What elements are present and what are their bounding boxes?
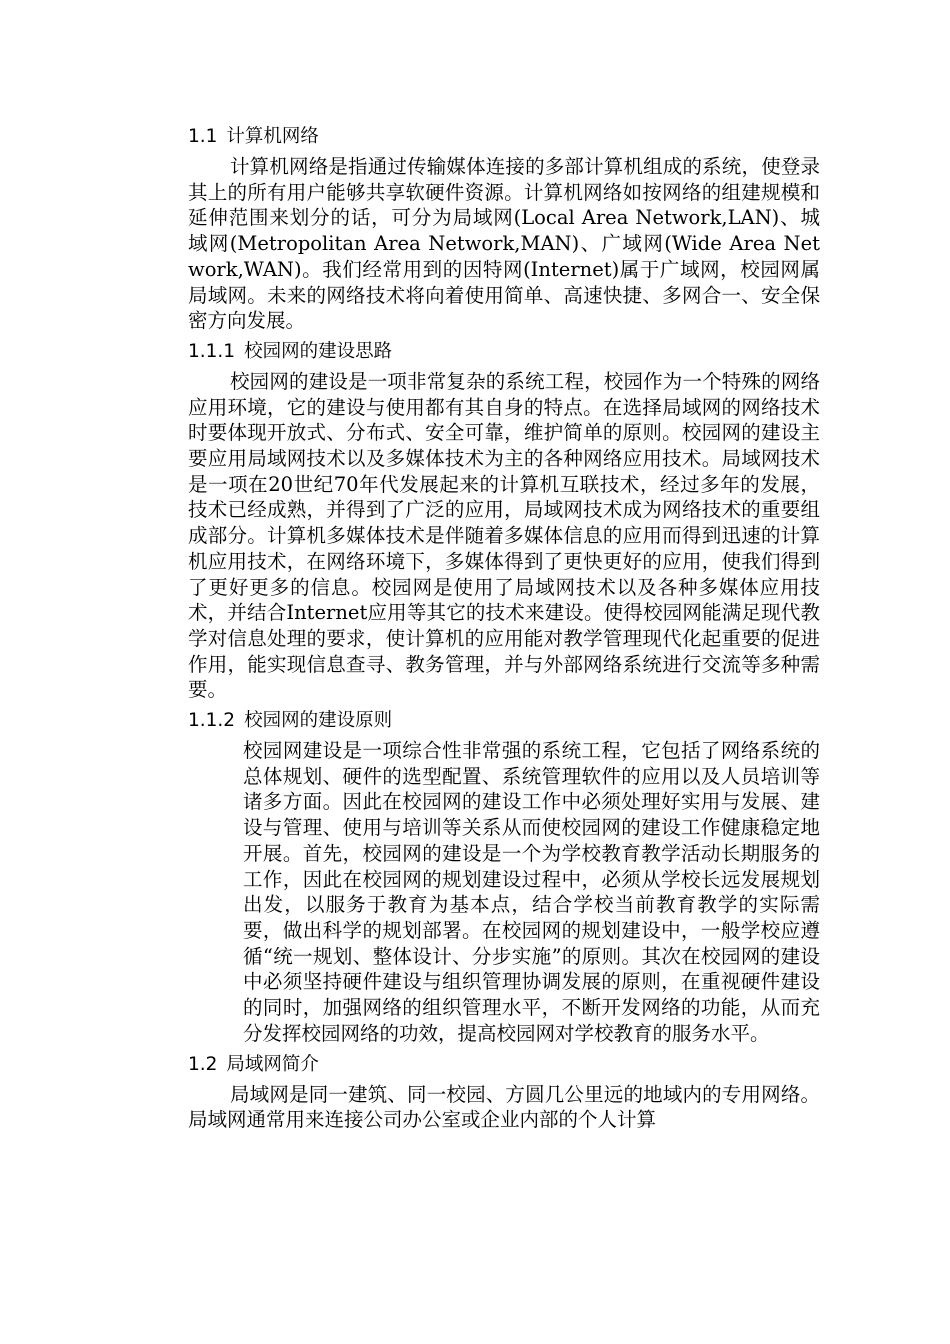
section-number: 1.1.1 xyxy=(188,340,236,362)
document-body xyxy=(188,120,820,1138)
section-paragraph: 计算机网络是指通过传输媒体连接的多部计算机组成的系统，使登录其上的所有用户能够共享软硬件资源。计算机网络如按网络的组建规模和延伸范围来划分的话，可分为局域网(Local Area Network,LAN)、城域网(Metropolitan Area Network,MAN)、广域网(Wide Area Network,WAN)。我们经常用到的因特网(Internet)属于广域网，校园网属局域网。未来的网络技术将向着使用简单、高速快捷、多网合一、安全保密方向发展。 xyxy=(188,155,820,333)
section-title: 局域网简介 xyxy=(226,1053,319,1075)
section-paragraph: 校园网的建设是一项非常复杂的系统工程，校园作为一个特殊的网络应用环境，它的建设与使用都有其自身的特点。在选择局域网的网络技术时要体现开放式、分布式、安全可靠，维护简单的原则。校园网的建设主要应用局域网技术以及多媒体技术为主的各种网络应用技术。局域网技术是一项在20世纪70年代发展起来的计算机互联技术，经过多年的发展，技术已经成熟，并得到了广泛的应用，局域网技术成为网络技术的重要组成部分。计算机多媒体技术是伴随着多媒体信息的应用而得到迅速的计算机应用技术，在网络环境下，多媒体得到了更快更好的应用，使我们得到了更好更多的信息。校园网是使用了局域网技术以及各种多媒体应用技术，并结合Internet应用等其它的技术来建设。使得校园网能满足现代教学对信息处理的要求，使计算机的应用能对教学管理现代化起重要的促进作用，能实现信息查寻、教务管理，并与外部网络系统进行交流等多种需要。 xyxy=(188,369,820,702)
section-number: 1.2 xyxy=(188,1053,218,1075)
section-number: 1.1.2 xyxy=(188,710,236,732)
section-paragraph: 局域网是同一建筑、同一校园、方圆几公里远的地域内的专用网络。局域网通常用来连接公司办公室或企业内部的个人计算 xyxy=(188,1082,820,1132)
section-heading-1-1 xyxy=(188,124,820,150)
section-heading-1-1-2 xyxy=(188,708,820,734)
section-paragraph: 校园网建设是一项综合性非常强的系统工程，它包括了网络系统的总体规划、硬件的选型配置、系统管理软件的应用以及人员培训等诸多方面。因此在校园网的建设工作中必须处理好实用与发展、建设与管理、使用与培训等关系从而使校园网的建设工作健康稳定地开展。首先，校园网的建设是一个为学校教育教学活动长期服务的工作，因此在校园网的规划建设过程中，必须从学校长远发展规划出发，以服务于教育为基本点，结合学校当前教育教学的实际需要，做出科学的规划部署。在校园网的规划建设中，一般学校应遵循“统一规划、整体设计、分步实施”的原则。其次在校园网的建设中必须坚持硬件建设与组织管理协调发展的原则，在重视硬件建设的同时，加强网络的组织管理水平，不断开发网络的功能，从而充分发挥校园网络的功效，提高校园网对学校教育的服务水平。 xyxy=(243,739,820,1045)
section-heading-1-1-1 xyxy=(188,339,820,365)
section-number: 1.1 xyxy=(188,126,218,147)
section-heading-1-2 xyxy=(188,1052,820,1078)
section-title: 校园网的建设思路 xyxy=(244,340,393,362)
section-title: 计算机网络 xyxy=(226,126,319,147)
section-title: 校园网的建设原则 xyxy=(244,710,393,732)
